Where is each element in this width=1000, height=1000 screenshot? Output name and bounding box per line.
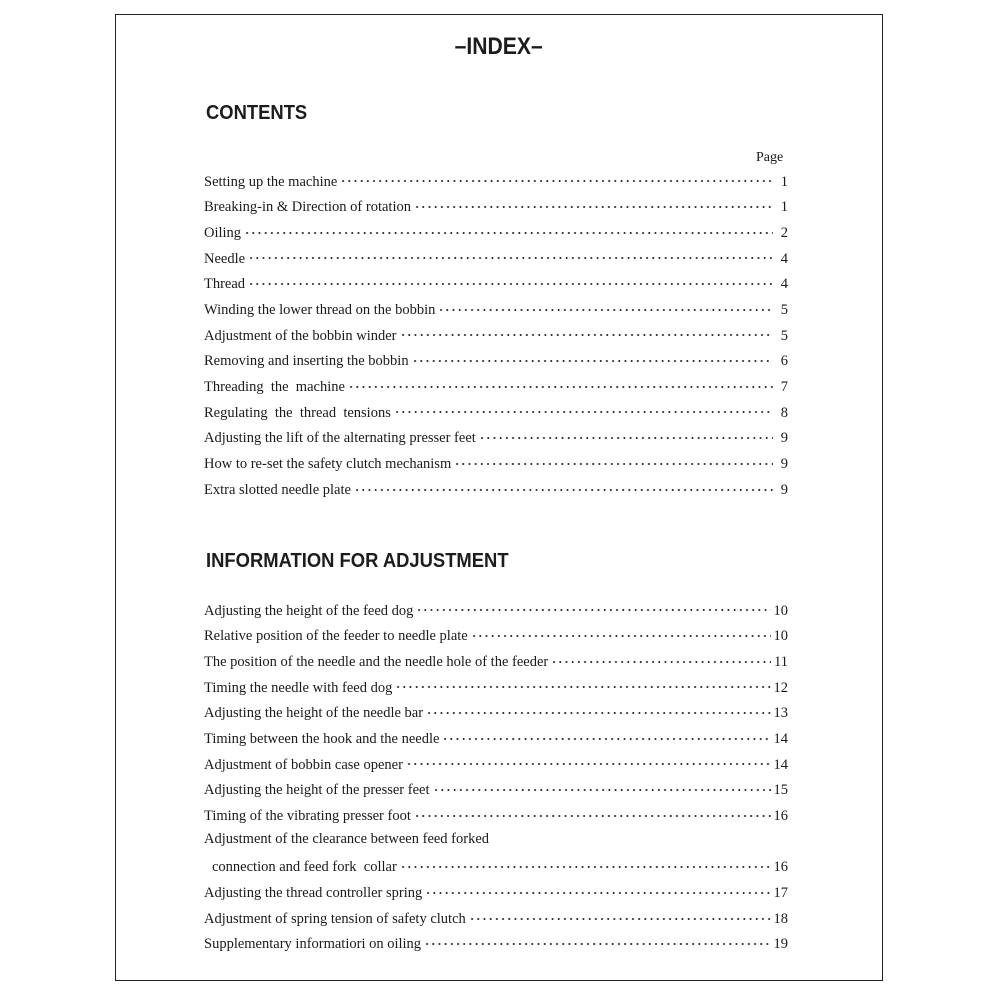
dot-leader — [416, 603, 770, 618]
toc-entry-label: How to re-set the safety clutch mechanism — [204, 456, 452, 473]
toc-entry-page: 16 — [773, 859, 788, 876]
dot-leader — [479, 431, 773, 446]
dot-leader — [426, 706, 770, 721]
toc-entry-label: Winding the lower thread on the bobbin — [204, 301, 436, 318]
toc-entry-label: Adjustment of spring tension of safety clutch — [204, 910, 466, 927]
dot-leader — [394, 405, 773, 420]
dot-leader — [469, 911, 771, 926]
toc-entry-label: The position of the needle and the needle hole of the feeder — [204, 653, 549, 670]
toc-entry[interactable] — [204, 377, 788, 403]
dot-leader — [354, 482, 773, 497]
toc-entry-label: Setting up the machine — [204, 173, 338, 190]
toc-entry-page: 6 — [780, 353, 788, 370]
dot-leader — [438, 302, 773, 317]
adjustment-heading: INFORMATION FOR ADJUSTMENT — [206, 550, 509, 572]
toc-entry-page: 13 — [773, 705, 788, 722]
adjustment-list — [204, 600, 788, 960]
toc-entry-page: 19 — [773, 936, 788, 953]
toc-entry-label: Adjusting the thread controller spring — [204, 885, 423, 902]
dot-leader — [395, 680, 770, 695]
toc-entry-page: 15 — [773, 782, 788, 799]
toc-entry-label: Timing between the hook and the needle — [204, 730, 440, 747]
dot-leader — [400, 328, 773, 343]
toc-entry-page: 4 — [780, 276, 788, 293]
toc-entry-label: Adjusting the height of the presser feet — [204, 782, 430, 799]
toc-entry[interactable] — [204, 883, 788, 909]
toc-entry-label: connection and feed fork collar — [212, 859, 397, 876]
dot-leader — [348, 380, 773, 395]
dot-leader — [471, 629, 771, 644]
toc-entry-page: 5 — [780, 301, 788, 318]
dot-leader — [412, 354, 773, 369]
toc-entry[interactable] — [204, 248, 788, 274]
toc-entry[interactable] — [204, 222, 788, 248]
toc-entry-page: 2 — [780, 224, 788, 241]
toc-entry-label: Needle — [204, 250, 246, 267]
toc-entry[interactable] — [204, 754, 788, 780]
toc-entry[interactable] — [204, 908, 788, 934]
dot-leader — [551, 654, 771, 669]
toc-entry-multiline[interactable] — [204, 831, 788, 882]
page-column-label: Page — [756, 150, 784, 165]
toc-entry[interactable] — [204, 479, 788, 505]
dot-leader — [442, 731, 770, 746]
toc-entry-label: Timing of the vibrating presser foot — [204, 808, 411, 824]
toc-entry[interactable] — [204, 454, 788, 480]
toc-entry-page: 11 — [774, 653, 788, 670]
toc-entry-page: 1 — [780, 199, 788, 216]
toc-entry-label-line1: Adjustment of the clearance between feed forked — [204, 831, 490, 848]
toc-entry-page: 14 — [773, 730, 788, 747]
toc-entry[interactable] — [204, 274, 788, 300]
toc-entry-label: Removing and inserting the bobbin — [204, 353, 409, 370]
toc-entry-label: Adjusting the height of the needle bar — [204, 705, 424, 722]
toc-entry-page: 17 — [773, 885, 788, 902]
toc-entry-label: Breaking-in & Direction of rotation — [204, 199, 411, 216]
toc-entry-label: Oiling — [204, 224, 242, 241]
toc-entry-label: Adjusting the lift of the alternating presser feet — [204, 430, 476, 447]
toc-entry[interactable] — [204, 934, 788, 960]
toc-entry[interactable] — [204, 806, 788, 832]
toc-entry-label: Timing the needle with feed dog — [204, 679, 393, 696]
toc-entry[interactable] — [204, 428, 788, 454]
toc-entry[interactable] — [204, 677, 788, 703]
toc-entry-label: Regulating the thread tensions — [204, 404, 391, 421]
toc-entry-page: 5 — [780, 327, 788, 344]
toc-entry[interactable] — [204, 325, 788, 351]
dot-leader — [248, 251, 773, 266]
toc-entry-label: Adjustment of the bobbin winder — [204, 327, 397, 344]
toc-entry-label: Adjusting the height of the feed dog — [204, 602, 414, 619]
toc-entry-page: 8 — [780, 404, 788, 421]
toc-entry-label: Threading the machine — [204, 379, 345, 395]
dot-leader — [248, 277, 773, 292]
toc-entry[interactable] — [204, 171, 788, 197]
dot-leader — [340, 174, 773, 189]
toc-entry-page: 9 — [780, 456, 788, 473]
contents-heading: CONTENTS — [206, 102, 308, 124]
toc-entry-page: 10 — [773, 602, 788, 619]
toc-entry[interactable] — [204, 651, 788, 677]
toc-entry-label: Adjustment of bobbin case opener — [204, 756, 403, 773]
contents-list — [204, 171, 788, 505]
dot-leader — [400, 860, 771, 875]
toc-entry-page: 9 — [780, 430, 788, 447]
dot-leader — [414, 200, 773, 215]
dot-leader — [406, 757, 771, 772]
toc-entry[interactable] — [204, 351, 788, 377]
toc-entry[interactable] — [204, 703, 788, 729]
toc-entry-label: Relative position of the feeder to needle plate — [204, 628, 468, 645]
toc-entry-page: 1 — [780, 173, 788, 190]
dot-leader — [424, 937, 770, 952]
toc-entry-page: 12 — [773, 679, 788, 696]
toc-entry-label: Supplementary informatiori on oiling — [204, 936, 422, 953]
dot-leader — [433, 783, 771, 798]
toc-entry[interactable] — [204, 780, 788, 806]
toc-entry[interactable] — [204, 402, 788, 428]
dot-leader — [414, 809, 771, 824]
toc-entry[interactable] — [204, 299, 788, 325]
dot-leader — [244, 225, 773, 240]
toc-entry-page: 14 — [773, 756, 788, 773]
toc-entry[interactable] — [204, 600, 788, 626]
toc-entry-page: 10 — [773, 628, 788, 645]
toc-entry-page: 9 — [780, 481, 788, 498]
page-title: –INDEX– — [454, 33, 543, 60]
toc-entry[interactable] — [204, 197, 788, 223]
dot-leader — [454, 457, 773, 472]
toc-entry-page: 16 — [773, 808, 788, 824]
toc-entry-page: 18 — [773, 910, 788, 927]
toc-entry[interactable] — [204, 728, 788, 754]
toc-entry-page: 4 — [780, 250, 788, 267]
toc-entry-page: 7 — [780, 379, 788, 395]
dot-leader — [425, 886, 770, 901]
toc-entry-label: Extra slotted needle plate — [204, 481, 351, 498]
toc-entry[interactable] — [204, 626, 788, 652]
toc-entry-label: Thread — [204, 276, 246, 293]
